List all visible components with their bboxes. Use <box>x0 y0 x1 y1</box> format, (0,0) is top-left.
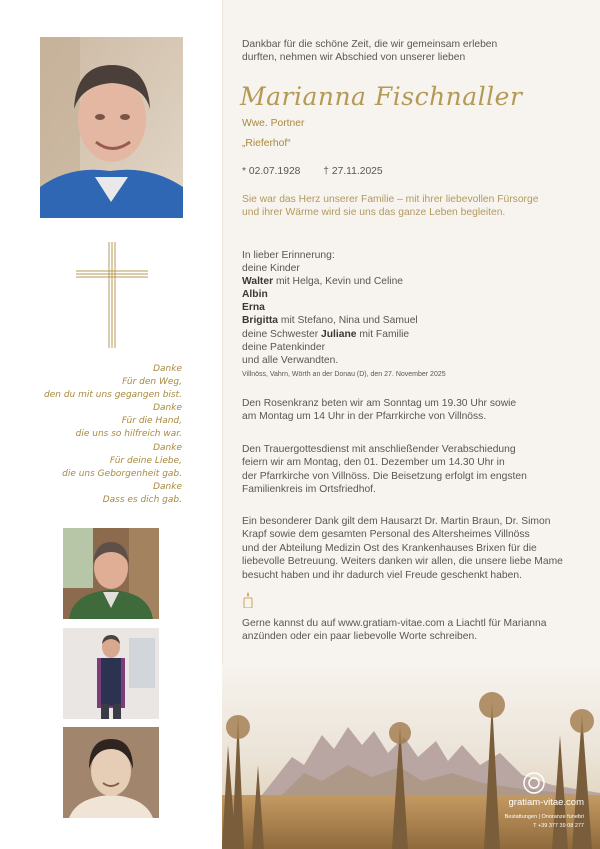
mourner-row <box>242 275 582 288</box>
rosary-notice <box>242 397 582 424</box>
life-dates <box>242 166 403 177</box>
brand-sub-line: Bestattungen | Onoranze funebri <box>504 814 584 820</box>
family-quote <box>242 193 582 220</box>
relatives: und alle Verwandten. <box>242 354 339 366</box>
poem-line: die uns Geborgenheit gab. <box>62 468 182 479</box>
quote-line: Sie war das Herz unserer Familie – mit ihrer liebevollen Fürsorge <box>242 194 539 205</box>
thanks-line: Ein besonderer Dank gilt dem Hausarzt Dr. Martin Braun, Dr. Simon <box>242 516 551 527</box>
online-line[interactable]: Gerne kannst du auf www.gratiam-vitae.com a Liachtl für Marianna <box>242 618 547 629</box>
thanks-line: und der Abteilung Medizin Ost des Krankenhauses Brixen für die <box>242 542 537 554</box>
service-notice <box>242 443 582 497</box>
brand-logo-icon <box>486 771 582 799</box>
mourner-row <box>242 314 582 327</box>
portrait-photo <box>40 37 183 218</box>
mourner-row <box>242 301 582 314</box>
intro-line: Dankbar für die schöne Zeit, die wir gemeinsam erleben <box>242 39 498 50</box>
sister-prefix: deine Schwester <box>242 328 321 340</box>
godchildren: deine Patenkinder <box>242 341 326 353</box>
brand-phone: T +39 377 39 08 277 <box>533 823 584 829</box>
sister-row <box>242 328 582 341</box>
candle-icon <box>242 592 254 608</box>
quote-line: und ihrer Wärme wird sie uns das ganze Leben begleiten. <box>242 207 506 219</box>
poem-line: Danke <box>153 442 182 453</box>
poem-line: die uns so hilfreich war. <box>75 429 182 440</box>
mourners-list <box>242 249 582 381</box>
poem-line: den du mit uns gegangen bist. <box>44 390 182 401</box>
thanks-line: besucht haben und ihr dadurch viel Freude geschenkt haben. <box>242 569 522 581</box>
sister-suffix: mit Familie <box>356 328 410 340</box>
photo-smiling <box>63 528 159 619</box>
cross-icon <box>74 240 150 350</box>
sister-name: Juliane <box>321 328 357 340</box>
birth-date: * 02.07.1928 <box>242 166 301 177</box>
mourner-row <box>242 288 582 301</box>
photo-vintage <box>63 727 159 818</box>
widow-title: Wwe. Portner <box>242 118 305 129</box>
poem-line: Danke <box>153 481 182 492</box>
mourner-name: Brigitta <box>242 315 279 327</box>
rosary-line: am Montag um 14 Uhr in der Pfarrkirche von Villnöss. <box>242 411 487 423</box>
online-line: anzünden oder ein paar liebevolle Worte schreiben. <box>242 631 478 643</box>
intro-text <box>242 38 582 65</box>
poem-line: Für die Hand, <box>121 416 182 427</box>
service-line: feiern wir am Montag, den 01. Dezember um 14.30 Uhr in <box>242 457 505 469</box>
poem-line: Danke <box>153 403 182 414</box>
kids-label: deine Kinder <box>242 263 300 275</box>
thanks-line: Krapf sowie dem gesamten Personal des Altersheimes Villnöss <box>242 529 530 541</box>
mourner-name: Walter <box>242 276 274 288</box>
farm-name: „Rieferhof“ <box>242 138 291 149</box>
online-notice <box>242 617 582 644</box>
poem-line: Für den Weg, <box>122 377 182 388</box>
poem-line: Für deine Liebe, <box>109 455 182 466</box>
poem-line: Danke <box>153 364 182 374</box>
death-date: † 27.11.2025 <box>323 166 383 177</box>
intro-line: durften, nehmen wir Abschied von unserer lieben <box>242 52 466 64</box>
place-date: Villnöss, Vahrn, Wörth an der Donau (D), den 27. November 2025 <box>242 370 446 378</box>
service-line: der Pfarrkirche von Villnöss. Die Beisetzung erfolgt im engsten <box>242 470 527 482</box>
thanks-line: liebevolle Betreuung. Weiters danken wir allen, die unsere liebe Mame <box>242 556 563 568</box>
photo-standing <box>63 628 159 719</box>
mourner-rest: mit Stefano, Nina und Samuel <box>278 315 418 327</box>
brand-name[interactable]: gratiam-vitae.com <box>508 797 584 808</box>
mourner-name: Albin <box>242 289 268 301</box>
poem <box>20 363 182 507</box>
memory-header: In lieber Erinnerung: <box>242 250 335 261</box>
service-line: Familienkreis im Ortsfriedhof. <box>242 484 376 496</box>
rosary-line: Den Rosenkranz beten wir am Sonntag um 19.30 Uhr sowie <box>242 398 517 409</box>
service-line: Den Trauergottesdienst mit anschließender Verabschiedung <box>242 444 516 455</box>
mourner-name: Erna <box>242 302 265 314</box>
poem-line: Dass es dich gab. <box>102 494 182 505</box>
brand-subtitle <box>462 813 584 831</box>
deceased-name: Marianna Fischnaller <box>240 82 523 111</box>
thanks-notice <box>242 515 582 582</box>
mourner-rest: mit Helga, Kevin und Celine <box>273 276 404 288</box>
